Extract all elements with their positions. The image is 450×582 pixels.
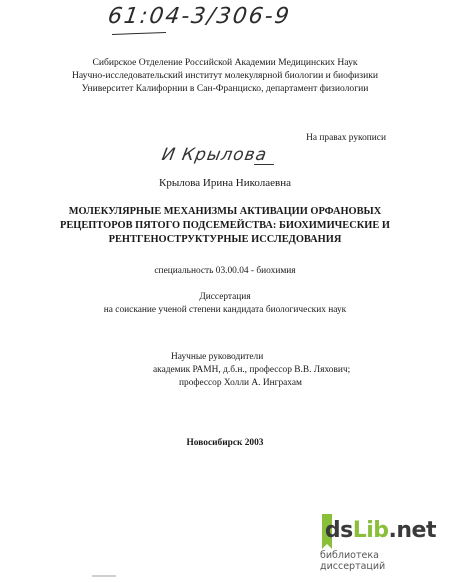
org-university: Университет Калифорнии в Сан-Франциско, департамент физиологии [81, 83, 369, 94]
specialty: специальность 03.00.04 - биохимия [154, 266, 296, 276]
handwritten-underline [112, 32, 166, 35]
thesis-title-line-2: РЕЦЕПТОРОВ ПЯТОГО ПОДСЕМЕЙСТВА: БИОХИМИЧЕСКИЕ И [60, 220, 390, 231]
dslib-logo [325, 518, 436, 543]
handwritten-catalog-code: 61:04-3/306-9 [106, 4, 293, 29]
supervisor-1: академик РАМН, д.б.н., профессор В.В. Ляхович; [153, 365, 351, 375]
supervisors-label: Научные руководители [171, 352, 264, 362]
dissertation-label: Диссертация [199, 292, 251, 302]
dslib-watermark [320, 512, 440, 572]
degree-purpose: на соискание ученой степени кандидата биологических наук [103, 305, 347, 315]
org-academy: Сибирское Отделение Российской Академии Медицинских Наук [92, 57, 358, 68]
thesis-title-line-3: РЕНТГЕНОСТРУКТУРНЫЕ ИССЛЕДОВАНИЯ [108, 234, 342, 245]
scan-artifact [92, 575, 116, 577]
logo-net: .net [388, 518, 436, 543]
thesis-title-line-1: МОЛЕКУЛЯРНЫЕ МЕХАНИЗМЫ АКТИВАЦИИ ОРФАНОВЫХ [68, 206, 382, 217]
supervisor-2: профессор Холли А. Инграхам [179, 378, 302, 388]
logo-ds: ds [324, 518, 353, 543]
manuscript-rights-note: На правах рукописи [306, 133, 386, 143]
watermark-subtitle: библиотека диссертаций [320, 550, 386, 572]
logo-lib: Lib [352, 518, 389, 543]
org-institute: Научно-исследовательский институт молекулярной биологии и биофизики [71, 70, 379, 81]
signature-dash [254, 164, 274, 165]
handwritten-signature: И Крылова [160, 145, 269, 165]
author-name: Крылова Ирина Николаевна [159, 177, 291, 189]
place-year: Новосибирск 2003 [186, 438, 264, 448]
